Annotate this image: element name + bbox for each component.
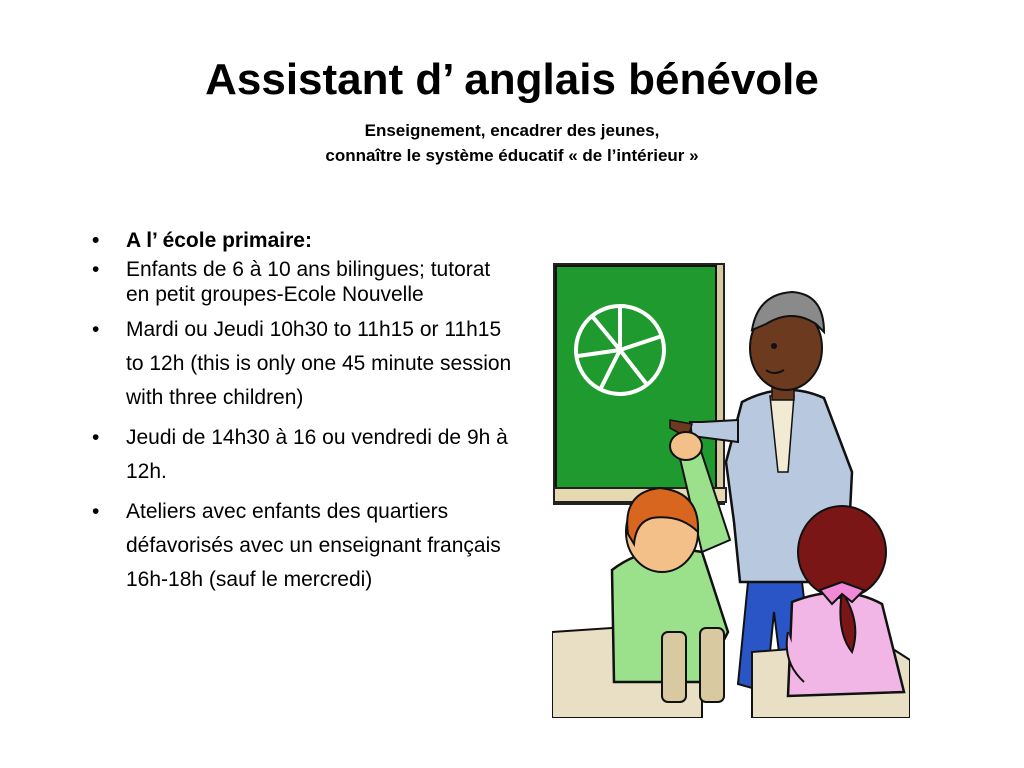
bullet-text: Ateliers avec enfants des quartiers défavorisés avec un enseignant français 16h-18h (sauf le mercredi) <box>126 500 501 591</box>
bullet-text: Mardi ou Jeudi 10h30 to 11h15 or 11h15 to 12h (this is only one 45 minute session with three children) <box>126 318 512 409</box>
slide-title: Assistant d’ anglais bénévole <box>205 55 819 104</box>
bullet-item-jeudi <box>92 421 512 489</box>
classroom-clipart-illustration <box>552 252 910 718</box>
student-girl <box>787 506 904 696</box>
bullet-text: Jeudi de 14h30 à 16 ou vendredi de 9h à 12h. <box>126 426 508 483</box>
bullet-item-enfants <box>92 257 512 307</box>
subtitle-line-1: Enseignement, encadrer des jeunes, <box>364 121 660 140</box>
bullet-list <box>92 228 512 603</box>
bullet-item-mardi <box>92 313 512 415</box>
bullet-text: A l’ école primaire: <box>126 229 312 252</box>
bullet-glyph: • <box>92 258 100 281</box>
bullet-glyph: • <box>92 229 100 252</box>
slide-subtitle <box>0 118 1024 168</box>
bullet-item-heading <box>92 228 512 253</box>
subtitle-line-2: connaître le système éducatif « de l’intérieur » <box>325 146 699 165</box>
bullet-item-ateliers <box>92 495 512 597</box>
bullet-text: Enfants de 6 à 10 ans bilingues; tutorat en petit groupes-Ecole Nouvelle <box>126 258 491 306</box>
bullet-glyph: • <box>92 500 100 523</box>
bullet-glyph: • <box>92 318 100 341</box>
bullet-glyph: • <box>92 426 100 449</box>
